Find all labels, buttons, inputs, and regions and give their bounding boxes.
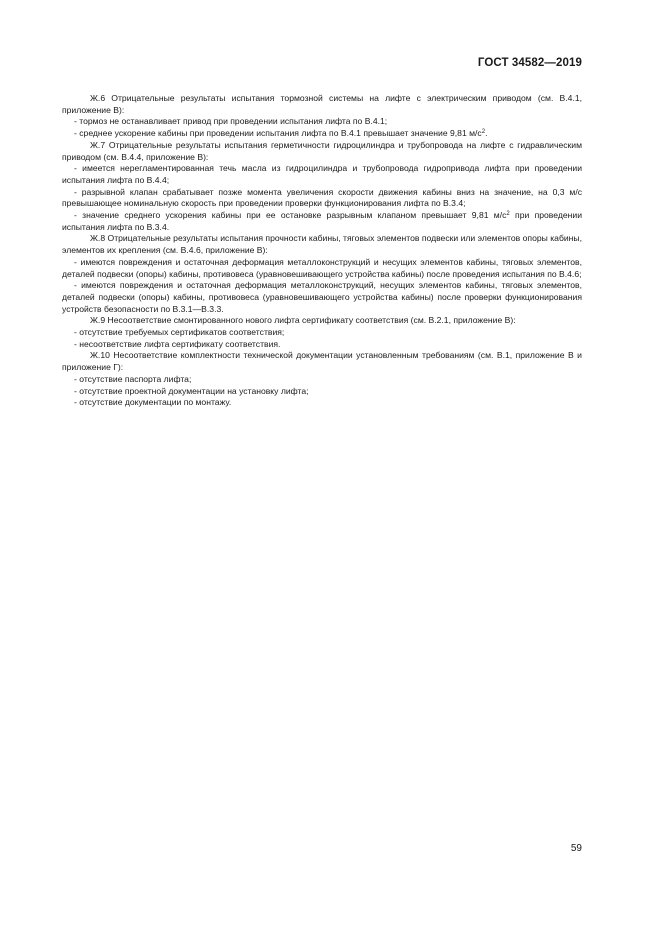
list-item [62,163,582,186]
paragraph-text: - среднее ускорение кабины при проведении испытания лифта по В.4.1 превышает значение 9,81 м/с [74,128,482,139]
paragraph-text: Ж.6 Отрицательные результаты испытания тормозной системы на лифте с электрическим приводом (см. В.4.1, приложение В): [62,93,582,115]
document-body [62,93,582,409]
section-paragraph [62,315,582,327]
list-item [62,280,582,315]
paragraph-text: Ж.7 Отрицательные результаты испытания герметичности гидроцилиндра и трубопровода на лифте с гидравлическим приводом (см. В.4.4, приложение В): [62,139,582,162]
paragraph-text: - отсутствие требуемых сертификатов соответствия; [74,327,285,338]
list-item [62,116,582,128]
superscript: 2 [506,211,510,218]
list-item [62,339,582,351]
paragraph-text: - отсутствие паспорта лифта; [74,373,192,384]
paragraph-text: - тормоз не останавливает привод при проведении испытания лифта по В.4.1; [74,116,388,127]
list-item [62,374,582,386]
paragraph-tail: при проведении испытания лифта по В.3.4. [62,210,582,232]
paragraph-text: - разрывной клапан срабатывает позже момента увеличения скорости движения кабины вниз на значение, на 0,3 м/с превышающее номинальную скорость при проведении проверки функционирования лифта по В.3.4; [62,186,582,209]
paragraph-text: - отсутствие проектной документации на установку лифта; [74,385,309,396]
section-paragraph [62,350,582,373]
list-item [62,187,582,210]
list-item [62,128,582,140]
paragraph-text: - имеются повреждения и остаточная деформация металлоконструкций, несущих элементов кабины, тяговых элементов, деталей подвески (опоры) кабины, противовеса (уравновешивающего устройства кабины) после проверки функционирования устройств безопасности по В.3.1—В.3.3. [62,280,582,314]
list-item [62,327,582,339]
paragraph-text: - имеются повреждения и остаточная деформация металлоконструкций и несущих элементов кабины, тяговых элементов, деталей подвески (опоры) кабины, противовеса (уравновешивающего устройства кабины) после проведения испытания по В.4.6; [62,256,582,279]
list-item [62,397,582,409]
page-number: 59 [570,843,582,854]
list-item [62,210,582,233]
paragraph-text: Ж.8 Отрицательные результаты испытания прочности кабины, тяговых элементов подвески или элементов опоры кабины, элементов их крепления (см. В.4.6, приложение В): [62,233,582,256]
paragraph-text: Ж.9 Несоответствие смонтированного нового лифта сертификату соответствия (см. В.2.1, приложение В): [90,315,516,326]
paragraph-text: - имеется нерегламентированная течь масла из гидроцилиндра и трубопровода гидропривода лифта при проведении испытания лифта по В.4.4; [62,163,582,185]
list-item [62,257,582,280]
section-paragraph [62,140,582,163]
superscript: 2 [481,129,486,136]
paragraph-tail: . [485,128,488,139]
paragraph-text: - значение среднего ускорения кабины при ее остановке разрывным клапаном превышает 9,81 м/с [74,210,507,221]
section-paragraph [62,233,582,256]
paragraph-text: - несоответствие лифта сертификату соответствия. [74,338,281,349]
section-paragraph [62,93,582,116]
paragraph-text: Ж.10 Несоответствие комплектности технической документации установленным требованиям (см. В.1, приложение В и приложение Г): [62,350,582,373]
list-item [62,386,582,398]
standard-header: ГОСТ 34582—2019 [477,57,582,69]
paragraph-text: - отсутствие документации по монтажу. [74,397,232,408]
